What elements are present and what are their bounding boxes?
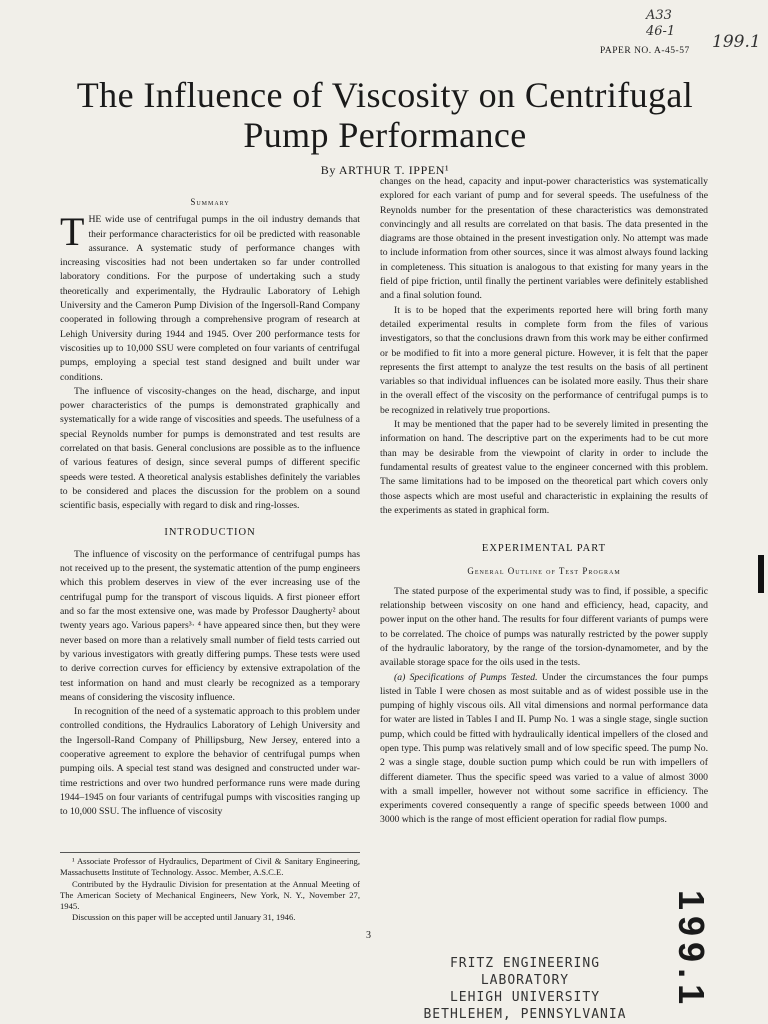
- byline: By ARTHUR T. IPPEN¹: [320, 163, 450, 177]
- introduction-paragraph-1: The influence of viscosity on the performance of centrifugal pumps has not received up to the present, the systematic attention of the pump engineers which this problem deserves in view of the ever increasing use of the centrifugal pump for the transport of viscous liquids. A first pioneer effort and so far the most extensive one, was made by Professor Daugherty² about twenty years ago. Various papers³· ⁴ have appeared since then, but they were never based on more than a relatively small number of field tests carried out by various investigators with greatly differing pumps. These tests were used to derive correction curves for efficiency by extensive extrapolation of the test information on hand and must clearly be recognized as a temporary means of considering the viscosity influence.: [60, 548, 360, 703]
- handwritten-note-top: A33: [646, 8, 672, 23]
- right-paragraph-3: It may be mentioned that the paper had to be severely limited in presenting the information on hand. The descriptive part on the experiments had to be cut more than may be desirable from the viewpoint of clarity in order to include the fundamental results of greatest value to the engineer concerned with this problem. The same limitations had to be imposed on the theoretical part which covers only those aspects which are most useful and characteristic in explaining the results of the experiments as stated in graphical form.: [380, 419, 708, 516]
- margin-mark: [758, 555, 764, 593]
- experimental-subheading: General Outline of Test Program: [467, 566, 621, 577]
- handwritten-note-second: 46-1: [646, 24, 676, 39]
- experimental-p2-text: Under the circumstances the four pumps listed in Table I were chosen as most suitable and as of widest possible use in the pumping of highly viscous oils. All vital dimensions and normal performance data for water are listed in Tables I and II. Pump No. 1 was a single stage, single suction pump, which could be fitted with hydraulically identical impellers of the closed and open type. This pump was relatively small and of low specific speed. The pump No. 2 was a single stage, double suction pump which could be run with impellers of different diameter. Thus the specific speed was varied to a value of almost 3000 with a small impeller, however not without some sacrifice in efficiency. The experiments covered consequently a range of specific speeds between 1000 and 3000 which is the range of most efficient operation for radial flow pumps.: [380, 671, 708, 826]
- right-paragraph-1: changes on the head, capacity and input-power characteristics was systematically explored for each variant of pump and for several speeds. The usefulness of the Reynolds number for the presentation of these characteristics was demonstrated convincingly and all results are correlated on that basis. The data presented in the diagrams are those obtained in the present investigation only. No attempt was made to include information from other sources, since it was almost always found lacking in completeness. This situation is analogous to that existing for many years in the field of pipe friction, until finally the pertinent variables were definitely established and a final solution found.: [380, 176, 708, 302]
- summary-paragraph-2: The influence of viscosity-changes on the head, discharge, and input power characteristics of the pumps is demonstrated graphically and systematically for a wide range of viscosities and speeds. The usefulness of a special Reynolds number for pumps is demonstrated and test results are correlated on that basis. General conclusions are possible as to the influence of various features of design, since several pumps of different specific speeds were tested. A theoretical analysis establishes definitely the variables to be considered and places the discussion for the problem on a sound scientific basis, especially with regard to disk and ring-losses.: [60, 385, 360, 512]
- footnote-1: ¹ Associate Professor of Hydraulics, Department of Civil & Sanitary Engineering, Massachusetts Institute of Technology. Assoc. Member, A.S.C.E.: [60, 856, 360, 878]
- stamp-line-1: FRITZ ENGINEERING LABORATORY: [449, 956, 601, 988]
- stamp-line-3: BETHLEHEM, PENNSYLVANIA: [423, 1007, 627, 1022]
- introduction-paragraph-2: In recognition of the need of a systematic approach to this problem under controlled conditions, the Hydraulics Laboratory of Lehigh University and the Ingersoll-Rand Company of Phillipsburg, New Jersey, entered into a cooperative agreement to explore the behavior of centrifugal pumps when pumping oils. A special test stand was designed and constructed under war-time restrictions and over two hundred performance runs were made during 1944–1945 on four variants of centrifugal pumps with viscosities ranging up to 10,000 SSU. The influence of viscosity: [60, 706, 360, 818]
- experimental-heading: EXPERIMENTAL PART: [481, 543, 607, 555]
- experimental-paragraph-1: The stated purpose of the experimental study was to find, if possible, a specific relationship between viscosity on one hand and efficiency, head, capacity, and power input on the other hand. The results for four different variants of pumps were to be correlated. The choice of pumps was naturally restricted by the power supply of the hydraulic laboratory, by the range of the torsion-dynamometer, and by the available storage space for the oils used in the tests.: [380, 585, 708, 669]
- summary-paragraph-1: [60, 209, 360, 385]
- introduction-heading: INTRODUCTION: [164, 526, 256, 538]
- footnote-2: Contributed by the Hydraulic Division for presentation at the Annual Meeting of The American Society of Mechanical Engineers, New York, N. Y., November 27, 1945.: [60, 878, 360, 912]
- specifications-label: (a) Specifications of Pumps Tested.: [394, 671, 538, 683]
- experimental-paragraph-2: [380, 671, 708, 828]
- summary-heading: Summary: [190, 197, 230, 207]
- laboratory-stamp: [410, 955, 640, 1023]
- title-line-2: Pump Performance: [243, 115, 527, 155]
- right-paragraph-2: It is to be hoped that the experiments reported here will bring forth many detailed experimental results in complete form from the files of various investigators, so that the conclusions drawn from this work may be either confirmed or be modified to fit into a more general picture. However, it is felt that the paper represents the first attempt to analyze the test results on the basis of all pertinent variables so that individual influences can be isolated more easily. Thus their share in the overall effect of the viscosity on the performance of centrifugal pumps is to be recognized in relatively true proportions.: [380, 304, 708, 416]
- left-column: [60, 195, 360, 819]
- title-line-1: The Influence of Viscosity on Centrifugal: [76, 75, 694, 115]
- footnote-3: Discussion on this paper will be accepted until January 31, 1946.: [72, 912, 296, 923]
- summary-p1-text: HE wide use of centrifugal pumps in the oil industry demands that their performance characteristics for oil be predicted with reasonable assurance. A systematic study of performance changes with increasing viscosities had not been undertaken so far under controlled laboratory conditions. For the purpose of undertaking such a study theoretically and experimentally, the Hydraulic Laboratory of Lehigh University and the Cameron Pump Division of the Ingersoll-Rand Company cooperated in following through a comprehensive program of research at Lehigh University during 1944 and 1945. Over 200 performance tests for viscosities up to 10,000 SSU were completed on four variants of centrifugal pumps, employing a special test stand designed and built under war conditions.: [60, 214, 360, 383]
- stamp-line-2: LEHIGH UNIVERSITY: [449, 990, 601, 1005]
- handwritten-note-right: 199.1: [712, 32, 761, 52]
- right-column: [380, 175, 708, 828]
- paper-number: PAPER NO. A-45-57: [600, 46, 690, 56]
- footnotes: [60, 852, 360, 924]
- dropcap: T: [60, 209, 85, 255]
- page-number: 3: [366, 930, 371, 941]
